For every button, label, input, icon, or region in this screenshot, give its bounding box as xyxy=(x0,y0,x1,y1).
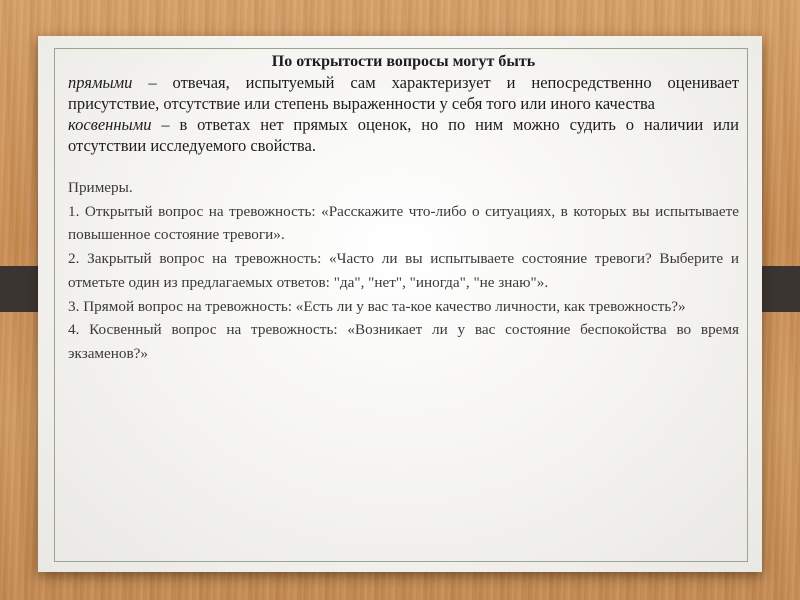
definition-direct xyxy=(68,72,739,114)
examples-heading: Примеры. xyxy=(68,179,133,196)
example-item: 1. Открытый вопрос на тревожность: «Расскажите что-либо о ситуациях, в которых вы испытываете повышенное состояние тревоги». xyxy=(68,202,739,244)
definition-term: косвенными xyxy=(68,115,152,134)
example-item: 4. Косвенный вопрос на тревожность: «Возникает ли у вас состояние беспокойства во время экзаменов?» xyxy=(68,321,739,362)
slide-card xyxy=(38,36,762,572)
spacer xyxy=(68,156,739,176)
definition-indirect xyxy=(68,114,739,156)
slide-title: По открытости вопросы могут быть xyxy=(271,53,536,70)
example-item: 3. Прямой вопрос на тревожность: «Есть ли у вас та-кое качество личности, как тревожность?» xyxy=(68,297,686,315)
example-item: 2. Закрытый вопрос на тревожность: «Часто ли вы испытываете состояние тревоги? Выберите и отметьте один из предлагаемых ответов: "да", "нет", "иногда", "не знаю"». xyxy=(68,250,739,291)
slide-content xyxy=(68,51,739,366)
definition-text: – отвечая, испытуемый сам характеризует и непосредственно оценивает присутствие, отсутствие или степень выраженности у себя того или иного качества xyxy=(68,73,739,113)
definition-text: – в ответах нет прямых оценок, но по ним можно судить о наличии или отсутствии исследуемого свойства. xyxy=(68,115,739,155)
definition-term: прямыми xyxy=(68,73,133,92)
